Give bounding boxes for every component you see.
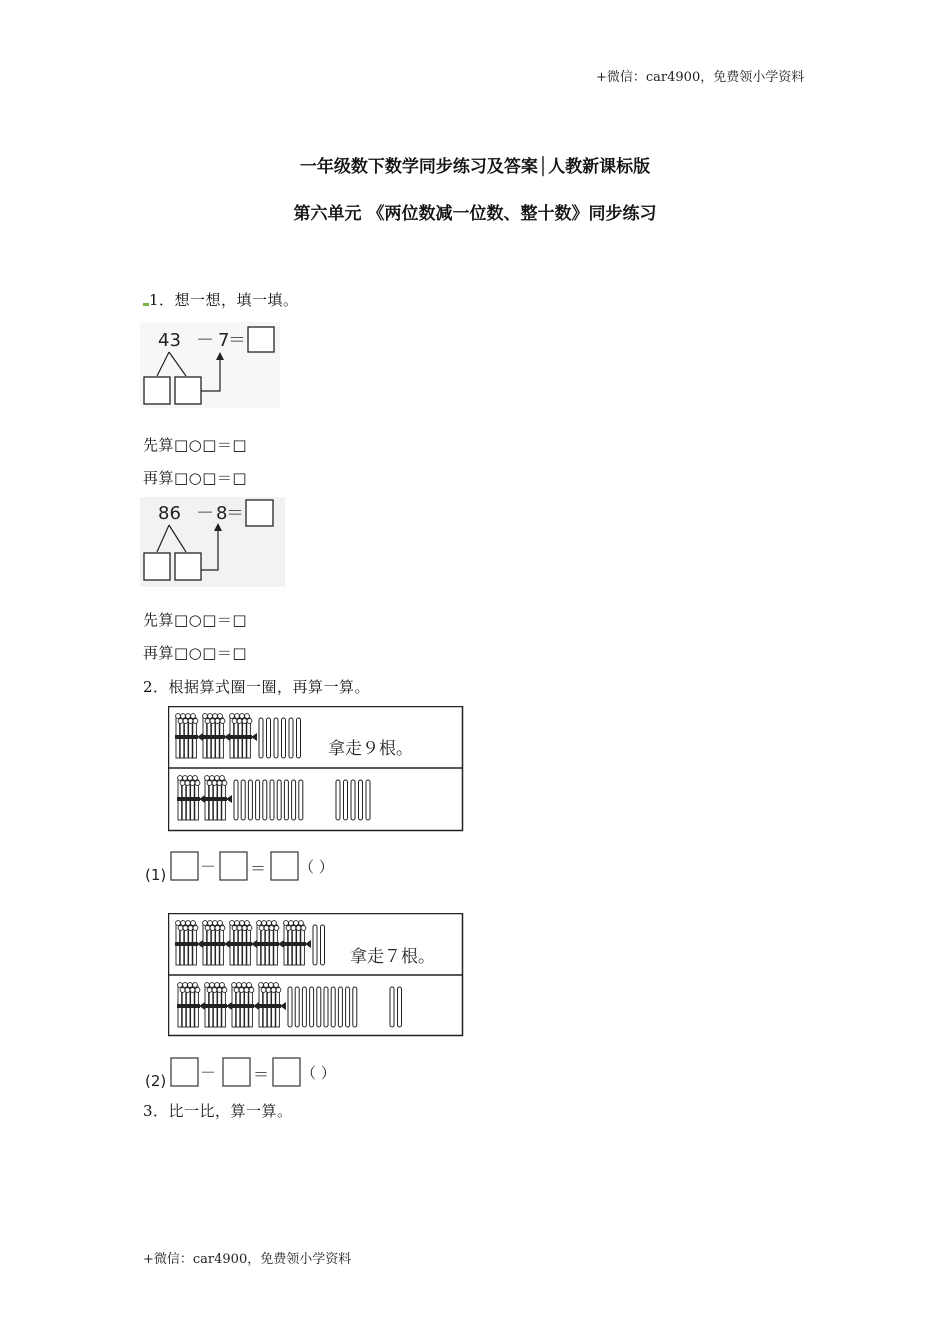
stick-end: [185, 988, 190, 993]
loose-stick: [336, 780, 340, 820]
take-away-label: 拿走７根。: [350, 947, 435, 967]
bundle-band: [175, 942, 198, 946]
loose-stick: [359, 780, 363, 820]
stick-end: [237, 719, 242, 724]
loose-stick: [310, 987, 314, 1027]
stick-end: [178, 776, 183, 781]
minuend-box[interactable]: [171, 1058, 198, 1086]
stick-end: [271, 988, 276, 993]
stick-end: [237, 983, 242, 988]
stick-end: [222, 781, 227, 786]
minus-sign: －: [200, 857, 217, 876]
stick-end: [183, 719, 188, 724]
stick-end: [235, 921, 240, 926]
stick-end: [188, 719, 193, 724]
stick-end: [274, 983, 279, 988]
minus-sign: －: [196, 503, 214, 524]
minuend: 86: [158, 503, 181, 524]
stick-end: [178, 719, 183, 724]
stick-end: [210, 983, 215, 988]
loose-stick: [256, 780, 260, 820]
equals-sign: ＝: [250, 859, 267, 878]
stick-end: [242, 719, 247, 724]
stick-end: [183, 983, 188, 988]
stick-end: [244, 988, 249, 993]
q1-step-a-1: 先算□○□＝□: [143, 436, 248, 454]
stick-end: [296, 926, 301, 931]
loose-stick: [288, 987, 292, 1027]
page-title: 一年级数下数学同步练习及答案│人教新课标版: [299, 157, 651, 177]
stick-end: [235, 714, 240, 719]
stick-end: [190, 781, 195, 786]
stick-end: [245, 714, 250, 719]
q2-equation-2: [143, 1054, 363, 1090]
bundle-band: [204, 797, 227, 801]
stick-end: [269, 983, 274, 988]
loose-stick: [263, 780, 267, 820]
stick-end: [193, 719, 198, 724]
unit-paren: （ ）: [299, 858, 334, 876]
stick-end: [218, 714, 223, 719]
bundle-band: [202, 735, 225, 739]
stick-end: [220, 776, 225, 781]
stick-end: [205, 776, 210, 781]
answer-box[interactable]: [248, 327, 274, 352]
tens-box[interactable]: [144, 553, 170, 580]
bundle-band: [175, 735, 198, 739]
loose-stick: [346, 987, 350, 1027]
loose-stick: [241, 780, 245, 820]
stick-end: [259, 983, 264, 988]
stick-end: [289, 921, 294, 926]
stick-end: [218, 921, 223, 926]
stick-end: [176, 714, 181, 719]
loose-stick: [234, 780, 238, 820]
ones-box[interactable]: [175, 377, 201, 404]
stick-end: [190, 988, 195, 993]
stick-end: [217, 988, 222, 993]
result-box[interactable]: [273, 1058, 300, 1086]
stick-end: [210, 926, 215, 931]
stick-end: [193, 776, 198, 781]
loose-stick: [292, 780, 296, 820]
take-away-label: 拿走９根。: [328, 739, 413, 759]
q1-diagram-a: [140, 322, 280, 408]
tens-box[interactable]: [144, 377, 170, 404]
equals-sign: ＝: [253, 1065, 270, 1084]
loose-stick: [331, 987, 335, 1027]
sticks-panel-1: [168, 706, 464, 832]
stick-end: [188, 983, 193, 988]
bundle-band: [231, 1004, 254, 1008]
loose-stick: [302, 987, 306, 1027]
loose-stick: [299, 780, 303, 820]
ones-box[interactable]: [175, 553, 201, 580]
q1-step-a-2: 再算□○□＝□: [143, 469, 248, 487]
q2-prompt: 2．根据算式圈一圈，再算一算。: [143, 678, 371, 696]
subtrahend-box[interactable]: [220, 852, 247, 880]
loose-stick: [351, 780, 355, 820]
loose-stick: [344, 780, 348, 820]
stick-end: [193, 983, 198, 988]
stick-end: [291, 926, 296, 931]
loose-stick: [366, 780, 370, 820]
loose-stick: [321, 925, 325, 965]
stick-end: [212, 988, 217, 993]
bundle-band: [177, 797, 200, 801]
loose-stick: [289, 718, 293, 758]
minus-sign: －: [200, 1063, 217, 1082]
answer-box[interactable]: [246, 500, 273, 526]
stick-end: [220, 719, 225, 724]
sticks-panel-2: [168, 913, 464, 1037]
stick-end: [181, 921, 186, 926]
stick-end: [186, 921, 191, 926]
q2-equation-1: [143, 848, 363, 884]
stick-end: [272, 921, 277, 926]
loose-stick: [282, 718, 286, 758]
stick-end: [284, 921, 289, 926]
stick-end: [247, 719, 252, 724]
subtrahend: 7: [218, 330, 230, 351]
q1-diagram-b: [140, 497, 285, 587]
stick-end: [266, 988, 271, 993]
panel-top-row: [175, 714, 301, 758]
stick-end: [210, 776, 215, 781]
stick-end: [183, 926, 188, 931]
stick-end: [232, 719, 237, 724]
stick-end: [261, 988, 266, 993]
stick-end: [208, 714, 213, 719]
stick-end: [176, 921, 181, 926]
stick-end: [213, 714, 218, 719]
stick-end: [212, 781, 217, 786]
stick-end: [230, 921, 235, 926]
stick-end: [274, 926, 279, 931]
stick-end: [203, 714, 208, 719]
stick-end: [237, 926, 242, 931]
stick-end: [178, 983, 183, 988]
stick-end: [249, 988, 254, 993]
stick-end: [259, 926, 264, 931]
loose-stick: [297, 718, 301, 758]
stick-end: [234, 988, 239, 993]
stick-end: [186, 714, 191, 719]
stick-end: [264, 926, 269, 931]
stick-end: [191, 921, 196, 926]
q3-prompt: 3．比一比，算一算。: [143, 1102, 293, 1120]
loose-stick: [267, 718, 271, 758]
page-subtitle: 第六单元 《两位数减一位数、整十数》同步练习: [293, 204, 657, 224]
stick-end: [245, 921, 250, 926]
stick-end: [247, 983, 252, 988]
bundle-band: [229, 942, 252, 946]
equals-sign: ＝: [228, 330, 246, 351]
loose-stick: [277, 780, 281, 820]
stick-end: [247, 926, 252, 931]
stick-end: [220, 926, 225, 931]
loose-stick: [338, 987, 342, 1027]
subtrahend: 8: [216, 503, 228, 524]
stick-end: [276, 988, 281, 993]
result-box[interactable]: [271, 852, 298, 880]
stick-end: [264, 983, 269, 988]
stick-end: [210, 719, 215, 724]
bundle-band: [283, 942, 306, 946]
stick-end: [203, 921, 208, 926]
stick-end: [195, 988, 200, 993]
stick-end: [222, 988, 227, 993]
bundle-band: [229, 735, 252, 739]
q1-prompt: 1．想一想，填一填。: [149, 291, 299, 309]
stick-end: [242, 983, 247, 988]
stick-end: [240, 714, 245, 719]
bundle-band: [258, 1004, 281, 1008]
stick-end: [267, 921, 272, 926]
equation-number: (1): [145, 866, 167, 884]
minuend-box[interactable]: [171, 852, 198, 880]
stick-end: [188, 776, 193, 781]
stick-end: [205, 926, 210, 931]
stick-end: [213, 921, 218, 926]
loose-stick: [259, 718, 263, 758]
stick-end: [217, 781, 222, 786]
stick-end: [185, 781, 190, 786]
stick-end: [257, 921, 262, 926]
stick-end: [286, 926, 291, 931]
loose-stick: [313, 925, 317, 965]
stick-end: [240, 921, 245, 926]
bundle-band: [204, 1004, 227, 1008]
stick-end: [294, 921, 299, 926]
loose-stick: [284, 780, 288, 820]
stick-end: [215, 776, 220, 781]
stick-end: [208, 921, 213, 926]
stick-end: [232, 983, 237, 988]
footer-note: +微信：car4900，免费领小学资料: [143, 1252, 352, 1267]
stick-end: [215, 983, 220, 988]
minus-sign: －: [196, 330, 214, 351]
stick-end: [191, 714, 196, 719]
stick-end: [269, 926, 274, 931]
stick-end: [183, 776, 188, 781]
q1-step-b-2: 再算□○□＝□: [143, 644, 248, 662]
loose-stick: [274, 718, 278, 758]
stick-end: [262, 921, 267, 926]
stick-end: [180, 988, 185, 993]
stick-end: [205, 719, 210, 724]
loose-stick: [398, 987, 402, 1027]
stick-end: [180, 781, 185, 786]
loose-stick: [317, 987, 321, 1027]
loose-stick: [390, 987, 394, 1027]
bundle-band: [202, 942, 225, 946]
stick-end: [242, 926, 247, 931]
loose-stick: [324, 987, 328, 1027]
q1-step-b-1: 先算□○□＝□: [143, 611, 248, 629]
bundle-band: [177, 1004, 200, 1008]
stick-end: [220, 983, 225, 988]
stick-end: [299, 921, 304, 926]
bundle-band: [256, 942, 279, 946]
stick-end: [205, 983, 210, 988]
stick-end: [193, 926, 198, 931]
subtrahend-box[interactable]: [223, 1058, 250, 1086]
stick-end: [232, 926, 237, 931]
equals-sign: ＝: [226, 503, 244, 524]
loose-stick: [248, 780, 252, 820]
stick-end: [181, 714, 186, 719]
header-note: +微信：car4900，免费领小学资料: [596, 70, 805, 85]
stick-end: [188, 926, 193, 931]
stick-end: [207, 781, 212, 786]
stick-end: [239, 988, 244, 993]
stick-end: [215, 719, 220, 724]
loose-stick: [270, 780, 274, 820]
equation-number: (2): [145, 1072, 167, 1090]
unit-paren: （ ）: [301, 1064, 336, 1082]
stick-end: [215, 926, 220, 931]
loose-stick: [295, 987, 299, 1027]
minuend: 43: [158, 330, 181, 351]
stick-end: [207, 988, 212, 993]
stick-end: [230, 714, 235, 719]
stick-end: [301, 926, 306, 931]
stick-end: [195, 781, 200, 786]
stick-end: [178, 926, 183, 931]
loose-stick: [353, 987, 357, 1027]
